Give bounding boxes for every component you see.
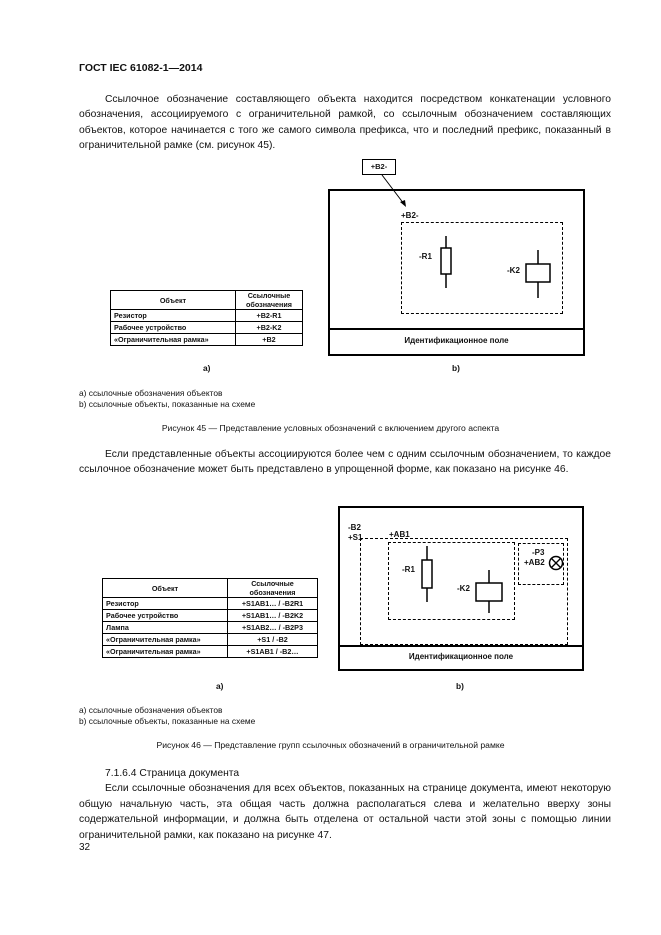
resistor-label: -R1 [419,252,432,261]
table-row [103,598,318,610]
figure45-table [110,290,303,346]
frame-label: +B2- [401,211,419,220]
lamp-icon [547,554,565,572]
inner-label: +AB1 [389,530,410,539]
relay-symbol [524,250,554,302]
table-row [111,322,303,334]
id-field: Идентификационное поле [340,645,582,669]
intro-paragraph [79,92,611,154]
row-ref: +S1AB1 / -B2… [228,646,318,658]
row-ref: +S1AB1… / -B2R1 [228,598,318,610]
document-header: ГОСТ IEC 61082-1—2014 [79,62,203,74]
row-object: «Ограничительная рамка» [103,646,228,658]
table-row [103,622,318,634]
resistor-label: -R1 [402,565,415,574]
intro-paragraph-text: Ссылочное обозначение составляющего объекта находится посредством конкатенации условного обозначения, ассоциируемого с ограничительной рамкой, со ссылочным обозначением составляющих объектов, которое начинается с того же самого символа префикса, что и последний префикс, показанный в ограничительной рамке (см. рисунок 45). [79,94,611,152]
relay-label: -K2 [457,584,470,593]
row-object: «Ограничительная рамка» [103,634,228,646]
figure46-legend-b: b) ссылочные объекты, показанные на схеме [79,716,256,726]
resistor-symbol [436,236,456,296]
figure46-label-a: a) [216,681,224,691]
table-row [111,310,303,322]
row-ref: +S1 / -B2 [228,634,318,646]
lamp-label-ab2: +AB2 [524,558,545,567]
figure46-caption: Рисунок 46 — Представление групп ссылочных обозначений в ограничительной рамке [156,740,505,750]
relay-symbol [474,570,506,614]
col-ref-header: Ссылочные обозначения [236,291,303,310]
table-row [103,634,318,646]
col-ref-header: Ссылочные обозначения [228,579,318,598]
figure46-table [102,578,318,658]
row-object: Рабочее устройство [103,610,228,622]
figure45-label-a: a) [203,363,211,373]
figure46-label-b: b) [456,681,464,691]
table-header-row [111,291,303,310]
table-row [111,334,303,346]
row-object: «Ограничительная рамка» [111,334,236,346]
table-row [103,646,318,658]
middle-paragraph [79,447,611,478]
callout-box: +B2- [362,159,396,175]
col-object-header: Объект [103,579,228,598]
figure45-caption: Рисунок 45 — Представление условных обозначений с включением другого аспекта [161,423,500,433]
section-heading: 7.1.6.4 Страница документа [105,768,240,779]
col-object-header: Объект [111,291,236,310]
outer-label-b2: -B2 [348,523,361,532]
lamp-label-p3: -P3 [532,548,545,557]
figure46-legend-a: a) ссылочные обозначения объектов [79,705,223,715]
figure45-legend-b: b) ссылочные объекты, показанные на схеме [79,399,256,409]
row-object: Лампа [103,622,228,634]
row-ref: +B2-K2 [236,322,303,334]
table-header-row [103,579,318,598]
row-object: Рабочее устройство [111,322,236,334]
middle-paragraph-text: Если представленные объекты ассоциируются более чем с одним ссылочным обозначением, то каждое ссылочное обозначение может быть представлено в упрощенной форме, как показано на рисунке 46. [79,449,611,476]
relay-label: -K2 [507,266,520,275]
outer-label-s1: +S1 [348,533,363,542]
row-object: Резистор [103,598,228,610]
row-object: Резистор [111,310,236,322]
id-field: Идентификационное поле [330,328,583,354]
figure45-legend-a: a) ссылочные обозначения объектов [79,388,223,398]
row-ref: +S1AB1… / -B2K2 [228,610,318,622]
page-number: 32 [79,842,91,853]
row-ref: +B2 [236,334,303,346]
resistor-symbol [418,546,438,604]
section-block [79,766,611,843]
row-ref: +B2-R1 [236,310,303,322]
table-row [103,610,318,622]
section-paragraph: Если ссылочные обозначения для всех объектов, показанных на странице документа, имеют некоторую общую начальную часть, эта общая часть должна располагаться слева и желательно вверху зоны содержательной информации, и должна быть отделена от остальной части этой зоны с помощью линии ограничительной рамки, как показано на рисунке 47. [79,783,611,841]
row-ref: +S1AB2… / -B2P3 [228,622,318,634]
figure45-label-b: b) [452,363,460,373]
